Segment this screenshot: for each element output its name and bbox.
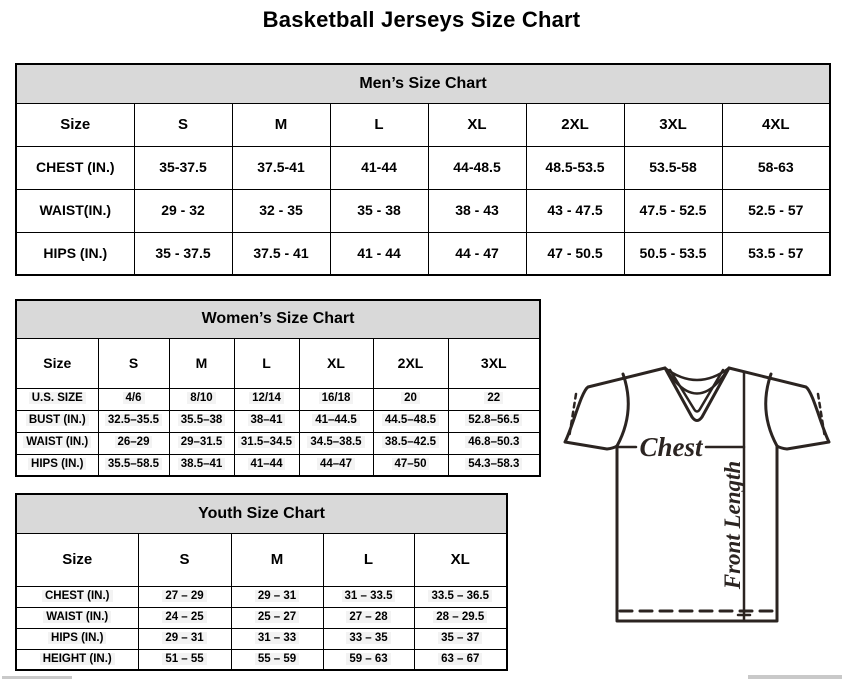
table-row xyxy=(16,146,830,189)
cell-value xyxy=(323,649,414,670)
row-label xyxy=(16,607,138,628)
cell-text: 35.5–38 xyxy=(178,414,226,426)
cell-value xyxy=(323,586,414,607)
table-row xyxy=(16,338,540,388)
cell-value xyxy=(373,388,448,410)
cell-value xyxy=(373,410,448,432)
cell-text: 24 – 25 xyxy=(162,611,206,623)
cell-value: 53.5-58 xyxy=(624,146,722,189)
cell-value xyxy=(169,432,234,454)
cell-text: 29 – 31 xyxy=(162,632,206,644)
cell-value xyxy=(234,432,299,454)
cell-text: 27 – 28 xyxy=(346,611,390,623)
cell-text: 34.5–38.5 xyxy=(307,436,364,448)
cropped-fragment-right xyxy=(748,675,842,679)
cell-value xyxy=(414,586,507,607)
cell-value: 32 - 35 xyxy=(232,189,330,232)
cell-value xyxy=(234,388,299,410)
column-header: S xyxy=(134,103,232,146)
cell-value: 50.5 - 53.5 xyxy=(624,232,722,275)
cell-value xyxy=(299,410,373,432)
cell-value xyxy=(138,586,231,607)
cell-text: 22 xyxy=(484,392,503,404)
cell-text: 20 xyxy=(401,392,420,404)
cell-text: 33.5 – 36.5 xyxy=(428,590,492,602)
cell-text: 41–44.5 xyxy=(312,414,360,426)
cell-text: 12/14 xyxy=(249,392,284,404)
row-label-text: U.S. SIZE xyxy=(29,392,86,404)
column-header: M xyxy=(232,103,330,146)
jersey-armhole-seam-right xyxy=(766,374,777,446)
cell-text: 35.5–58.5 xyxy=(105,458,162,470)
cell-value xyxy=(373,432,448,454)
cell-value xyxy=(98,432,169,454)
table-row xyxy=(16,300,540,338)
row-label-text: HIPS (IN.) xyxy=(28,458,86,470)
cell-value: 48.5-53.5 xyxy=(526,146,624,189)
cell-value xyxy=(234,454,299,476)
cell-text: 16/18 xyxy=(319,392,354,404)
cell-value xyxy=(231,649,323,670)
cell-value xyxy=(138,607,231,628)
table-row xyxy=(16,432,540,454)
table-row xyxy=(16,64,830,103)
column-header: 4XL xyxy=(722,103,830,146)
column-header: L xyxy=(330,103,428,146)
cell-value: 37.5-41 xyxy=(232,146,330,189)
cell-value xyxy=(98,454,169,476)
row-label-text: WAIST (IN.) xyxy=(43,611,111,623)
cell-value xyxy=(323,607,414,628)
womens-size-table xyxy=(15,299,541,477)
cell-value xyxy=(414,607,507,628)
column-header: Size xyxy=(16,533,138,586)
column-header: Size xyxy=(16,103,134,146)
youth-table-title: Youth Size Chart xyxy=(16,494,507,533)
column-header: L xyxy=(234,338,299,388)
cell-value xyxy=(323,628,414,649)
column-header: M xyxy=(231,533,323,586)
youth-size-table xyxy=(15,493,508,671)
table-row xyxy=(16,586,507,607)
cell-text: 44.5–48.5 xyxy=(382,414,439,426)
cell-value xyxy=(231,607,323,628)
row-label-text: HIPS (IN.) xyxy=(48,632,106,644)
cell-value xyxy=(448,454,540,476)
table-row xyxy=(16,189,830,232)
cell-value xyxy=(373,454,448,476)
column-header: XL xyxy=(428,103,526,146)
cell-text: 55 – 59 xyxy=(255,653,299,665)
cell-value xyxy=(299,432,373,454)
table-row xyxy=(16,454,540,476)
cell-text: 47–50 xyxy=(392,458,430,470)
cell-value: 53.5 - 57 xyxy=(722,232,830,275)
column-header: L xyxy=(323,533,414,586)
cell-text: 33 – 35 xyxy=(346,632,390,644)
cell-text: 29–31.5 xyxy=(178,436,226,448)
cell-text: 31.5–34.5 xyxy=(238,436,295,448)
cell-value: 41-44 xyxy=(330,146,428,189)
cell-value xyxy=(299,388,373,410)
cell-text: 63 – 67 xyxy=(438,653,482,665)
cell-value xyxy=(98,388,169,410)
row-label-text: BUST (IN.) xyxy=(26,414,89,426)
cell-text: 31 – 33.5 xyxy=(342,590,396,602)
jersey-armhole-seam-left xyxy=(617,374,628,446)
cell-text: 29 – 31 xyxy=(255,590,299,602)
cell-value xyxy=(448,388,540,410)
table-row xyxy=(16,232,830,275)
cell-text: 52.8–56.5 xyxy=(465,414,522,426)
cell-text: 31 – 33 xyxy=(255,632,299,644)
table-row xyxy=(16,607,507,628)
cell-text: 38.5–41 xyxy=(178,458,226,470)
page-title: Basketball Jerseys Size Chart xyxy=(262,7,581,32)
cell-value xyxy=(448,432,540,454)
cell-value xyxy=(169,388,234,410)
jersey-body-outline xyxy=(617,446,777,621)
row-label xyxy=(16,628,138,649)
column-header: XL xyxy=(299,338,373,388)
cell-text: 25 – 27 xyxy=(255,611,299,623)
table-row xyxy=(16,103,830,146)
cell-value: 29 - 32 xyxy=(134,189,232,232)
cell-value: 43 - 47.5 xyxy=(526,189,624,232)
cell-value: 47 - 50.5 xyxy=(526,232,624,275)
cell-value: 44-48.5 xyxy=(428,146,526,189)
cell-value: 37.5 - 41 xyxy=(232,232,330,275)
cell-text: 44–47 xyxy=(317,458,355,470)
column-header: 3XL xyxy=(448,338,540,388)
cell-value: 44 - 47 xyxy=(428,232,526,275)
table-row xyxy=(16,628,507,649)
cell-value xyxy=(138,649,231,670)
row-label xyxy=(16,586,138,607)
cell-value: 58-63 xyxy=(722,146,830,189)
cell-text: 51 – 55 xyxy=(162,653,206,665)
jersey-measurement-diagram xyxy=(560,363,836,625)
cell-value: 35-37.5 xyxy=(134,146,232,189)
cell-text: 35 – 37 xyxy=(438,632,482,644)
table-row xyxy=(16,388,540,410)
column-header: 2XL xyxy=(526,103,624,146)
row-label: HIPS (IN.) xyxy=(16,232,134,275)
cell-text: 38–41 xyxy=(248,414,286,426)
cell-value xyxy=(231,586,323,607)
cell-text: 26–29 xyxy=(115,436,153,448)
cell-text: 46.8–50.3 xyxy=(465,436,522,448)
table-row xyxy=(16,494,507,533)
row-label-text: HEIGHT (IN.) xyxy=(40,653,115,665)
row-label: CHEST (IN.) xyxy=(16,146,134,189)
cell-value xyxy=(138,628,231,649)
column-header: S xyxy=(138,533,231,586)
mens-table-title: Men’s Size Chart xyxy=(16,64,830,103)
cell-value xyxy=(169,410,234,432)
cell-text: 59 – 63 xyxy=(346,653,390,665)
cell-value: 52.5 - 57 xyxy=(722,189,830,232)
column-header: Size xyxy=(16,338,98,388)
mens-size-table xyxy=(15,63,831,276)
row-label xyxy=(16,454,98,476)
cell-text: 28 – 29.5 xyxy=(433,611,487,623)
column-header: 2XL xyxy=(373,338,448,388)
row-label xyxy=(16,388,98,410)
cell-value: 38 - 43 xyxy=(428,189,526,232)
column-header: 3XL xyxy=(624,103,722,146)
cell-text: 32.5–35.5 xyxy=(105,414,162,426)
cell-value: 47.5 - 52.5 xyxy=(624,189,722,232)
row-label: WAIST(IN.) xyxy=(16,189,134,232)
cell-text: 4/6 xyxy=(123,392,145,404)
cell-value xyxy=(169,454,234,476)
cell-value xyxy=(414,628,507,649)
table-row xyxy=(16,533,507,586)
cell-value xyxy=(98,410,169,432)
chest-label: Chest xyxy=(639,432,703,462)
cell-text: 27 – 29 xyxy=(162,590,206,602)
column-header: XL xyxy=(414,533,507,586)
table-row xyxy=(16,649,507,670)
cell-value: 41 - 44 xyxy=(330,232,428,275)
column-header: M xyxy=(169,338,234,388)
row-label-text: CHEST (IN.) xyxy=(42,590,113,602)
row-label-text: WAIST (IN.) xyxy=(23,436,91,448)
cell-text: 41–44 xyxy=(248,458,286,470)
cell-value xyxy=(299,454,373,476)
cell-value xyxy=(234,410,299,432)
front-length-label: Front Length xyxy=(720,460,745,590)
cell-value xyxy=(414,649,507,670)
cell-text: 54.3–58.3 xyxy=(465,458,522,470)
cell-value: 35 - 38 xyxy=(330,189,428,232)
cell-text: 38.5–42.5 xyxy=(382,436,439,448)
cell-text: 8/10 xyxy=(187,392,215,404)
table-row xyxy=(16,410,540,432)
row-label xyxy=(16,432,98,454)
column-header: S xyxy=(98,338,169,388)
row-label xyxy=(16,410,98,432)
womens-table-title: Women’s Size Chart xyxy=(16,300,540,338)
cell-value xyxy=(231,628,323,649)
cell-value xyxy=(448,410,540,432)
cell-value: 35 - 37.5 xyxy=(134,232,232,275)
row-label xyxy=(16,649,138,670)
